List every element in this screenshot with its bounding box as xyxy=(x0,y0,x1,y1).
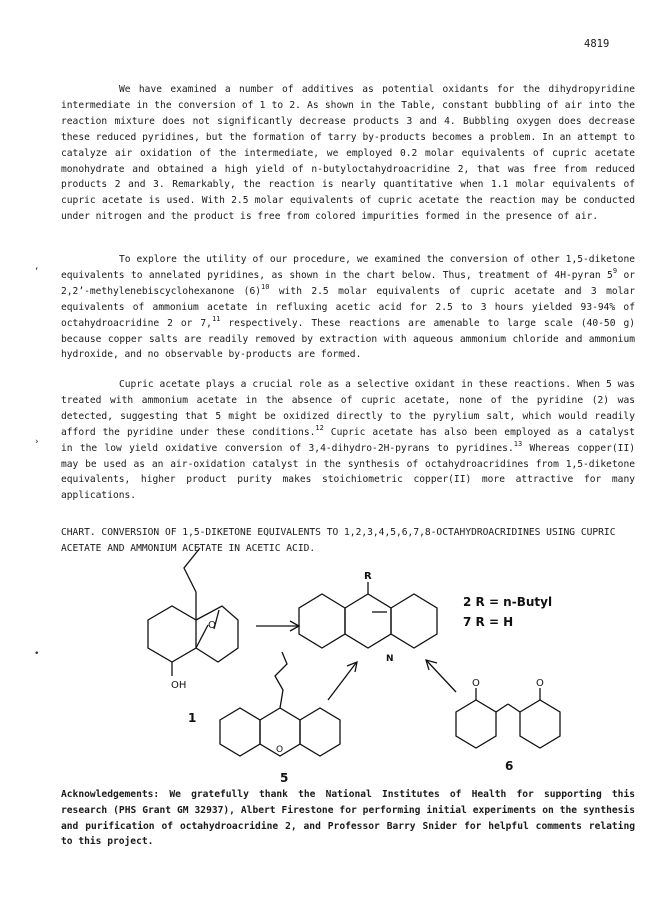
acknowledgements-label: Acknowledgements: xyxy=(61,789,160,800)
paragraph-utility-text-3: with 2.5 molar equivalents of cupric acetate and 3 molar equivalents of ammonium acetate in refluxing acetic acid for 2.5 to 3 hours yielded 93-94% of octahydroacridine 2 or 7, xyxy=(61,285,635,329)
chart-heading: CHART. CONVERSION OF 1,5-DIKETONE EQUIVALENTS TO 1,2,3,4,5,6,7,8-OCTAHYDROACRIDINES USING CUPRIC ACETATE AND AMMONIUM ACETATE IN ACETIC ACID. xyxy=(61,527,616,554)
reference-13: 13 xyxy=(513,439,523,448)
ketone-oxygen-right-label: O xyxy=(536,678,544,689)
paragraph-utility-text-4: respectively. These reactions are amenable to large scale (40-50 g) because copper salts are readily removed by extraction with aqueous ammonium chloride and ammonium hydroxide, and no observable by-products are formed. xyxy=(61,317,635,361)
reaction-arrow xyxy=(426,660,456,692)
margin-mark: › xyxy=(34,437,40,447)
reaction-arrow xyxy=(256,621,299,631)
paragraph-oxidants-text: We have examined a number of additives as potential oxidants for the dihydropyridine intermediate in the conversion of 1 to 2. As shown in the Table, constant bubbling of air into the reaction mixture does not significantly decrease products 3 and 4. Bubbling oxygen does decrease these reduced pyridines, but the formation of tarry by-products becomes a problem. In an attempt to catalyze air oxidation of the intermediate, we employed 0.2 molar equivalents of cupric acetate monohydrate and obtained a high yield of n-butyloctahydroacridine 2, that was free from reduced products 2 and 3. Remarkably, the reaction is nearly quantitative when 1.1 molar equivalents of cupric acetate is used. With 2.5 molar equivalents of cupric acetate the reaction may be conducted under nitrogen and the product is free from colored impurities formed in the presence of air. xyxy=(61,84,635,223)
margin-mark: , xyxy=(34,262,40,272)
paragraph-utility-text-1: To explore the utility of our procedure, we examined the conversion of other 1,5-diketone equivalents to annelated pyridines, as shown in the chart below. Thus, treatment of 4H-pyran 5 xyxy=(61,254,635,281)
compound-1-structure xyxy=(148,548,238,676)
product-2-label: 2 R = n-Butyl xyxy=(463,595,553,609)
ketal-oxygen-label: O xyxy=(208,620,216,631)
paragraph-cupric-text-1: Cupric acetate plays a crucial role as a selective oxidant in these reactions. When 5 was treated with ammonium acetate in the absence of cupric acetate, none of the pyridine (2) was detected, suggesting that 5 might be oxidized directly to the pyrylium salt, which would readily afford the pyridine under these conditions. xyxy=(61,379,635,438)
paragraph-cupric-text-3: Whereas copper(II) may be used as an air-oxidation catalyst in the synthesis of octahydroacridines from 1,5-diketone equivalents, higher product purity makes stoichiometric copper(II) more attractive for many applications. xyxy=(61,442,635,502)
reference-12: 12 xyxy=(315,423,324,432)
compound-1-label: 1 xyxy=(188,711,197,725)
nitrogen-atom-label: N xyxy=(386,654,394,664)
pyran-oxygen-label: O xyxy=(276,745,284,755)
acknowledgements-text: We gratefully thank the National Institutes of Health for supporting this research (PHS Grant GM 32937), Albert Firestone for performing initial experiments on the synthesis and purification of octahydroacridine 2, and Professor Barry Snider for helpful comments relating to this project. xyxy=(61,789,635,848)
reaction-arrow xyxy=(328,662,357,700)
product-7-label: 7 R = H xyxy=(463,615,514,629)
compound-5-label: 5 xyxy=(280,771,289,785)
margin-mark: • xyxy=(34,649,40,659)
paragraph-cupric-text-2: Cupric acetate has also been employed as a catalyst in the low yield oxidative conversion of 3,4-dihydro-2H-pyrans to pyridines. xyxy=(61,426,635,454)
compound-5-structure xyxy=(220,652,340,756)
ketone-oxygen-left-label: O xyxy=(472,678,480,689)
substituent-r-label: R xyxy=(364,571,372,582)
reference-11: 11 xyxy=(211,314,221,323)
acknowledgements xyxy=(61,787,635,850)
paragraph-utility-text-2: or 2,2’-methylenebiscyclohexanone (6) xyxy=(61,269,636,297)
reference-9: 9 xyxy=(612,266,618,275)
hydroxyl-label: OH xyxy=(171,680,187,691)
compound-6-label: 6 xyxy=(505,759,514,773)
compound-6-structure xyxy=(456,688,560,748)
reference-10: 10 xyxy=(261,282,270,291)
page-number: 4819 xyxy=(584,38,610,50)
octahydroacridine-structure xyxy=(299,582,437,648)
